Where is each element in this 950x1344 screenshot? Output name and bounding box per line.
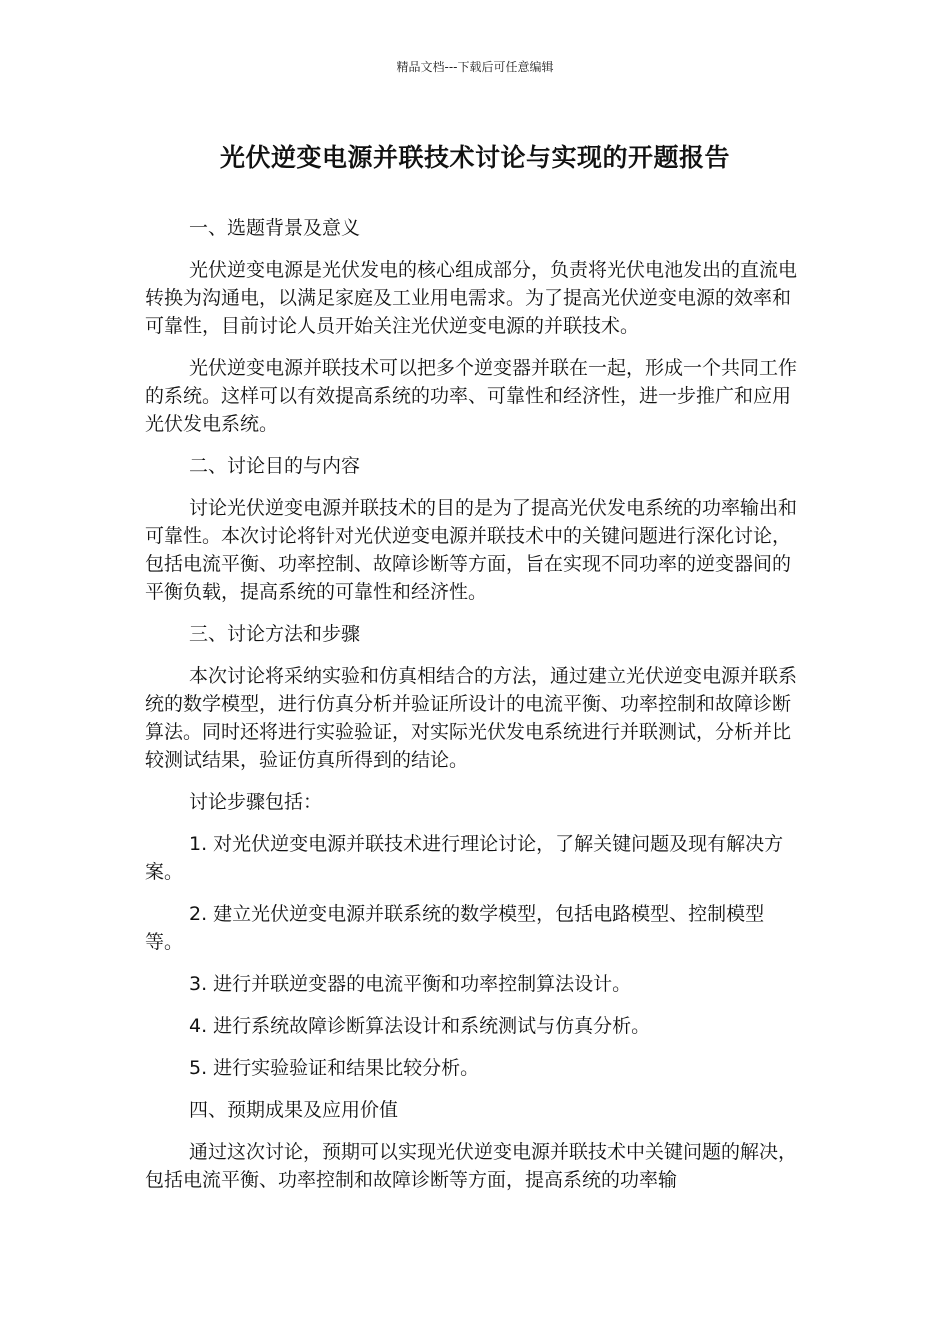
paragraph: 讨论步骤包括： xyxy=(189,791,323,813)
list-item: 5. 进行实验验证和结果比较分析。 xyxy=(189,1057,480,1079)
paragraph: 光伏逆变电源是光伏发电的核心组成部分，负责将光伏电池发出的直流电转换为沟通电，以满足家庭及工业用电需求。为了提高光伏逆变电源的效率和可靠性，目前讨论人员开始关注光伏逆变电源的并联技术。 xyxy=(145,259,798,337)
list-item: 2. 建立光伏逆变电源并联系统的数学模型，包括电路模型、控制模型等。 xyxy=(145,903,765,953)
paragraph: 光伏逆变电源并联技术可以把多个逆变器并联在一起，形成一个共同工作的系统。这样可以有效提高系统的功率、可靠性和经济性，进一步推广和应用光伏发电系统。 xyxy=(145,357,798,435)
page-header: 精品文档---下载后可任意编辑 xyxy=(396,60,554,74)
section-heading-outcomes: 四、预期成果及应用价值 xyxy=(189,1099,399,1121)
section-heading-background: 一、选题背景及意义 xyxy=(189,217,361,239)
paragraph: 通过这次讨论，预期可以实现光伏逆变电源并联技术中关键问题的解决，包括电流平衡、功率控制和故障诊断等方面，提高系统的功率输 xyxy=(145,1141,798,1191)
paragraph: 本次讨论将采纳实验和仿真相结合的方法，通过建立光伏逆变电源并联系统的数学模型，进行仿真分析并验证所设计的电流平衡、功率控制和故障诊断算法。同时还将进行实验验证，对实际光伏发电系统进行并联测试，分析并比较测试结果，验证仿真所得到的结论。 xyxy=(145,665,798,771)
section-heading-method: 三、讨论方法和步骤 xyxy=(189,623,361,645)
document-title: 光伏逆变电源并联技术讨论与实现的开题报告 xyxy=(219,143,730,172)
list-item: 1. 对光伏逆变电源并联技术进行理论讨论，了解关键问题及现有解决方案。 xyxy=(145,833,784,883)
document-body xyxy=(145,214,800,1208)
list-item: 4. 进行系统故障诊断算法设计和系统测试与仿真分析。 xyxy=(189,1015,651,1037)
list-item: 3. 进行并联逆变器的电流平衡和功率控制算法设计。 xyxy=(189,973,632,995)
paragraph: 讨论光伏逆变电源并联技术的目的是为了提高光伏发电系统的功率输出和可靠性。本次讨论将针对光伏逆变电源并联技术中的关键问题进行深化讨论，包括电流平衡、功率控制、故障诊断等方面，旨在实现不同功率的逆变器间的平衡负载，提高系统的可靠性和经济性。 xyxy=(145,497,798,603)
section-heading-purpose: 二、讨论目的与内容 xyxy=(189,455,361,477)
